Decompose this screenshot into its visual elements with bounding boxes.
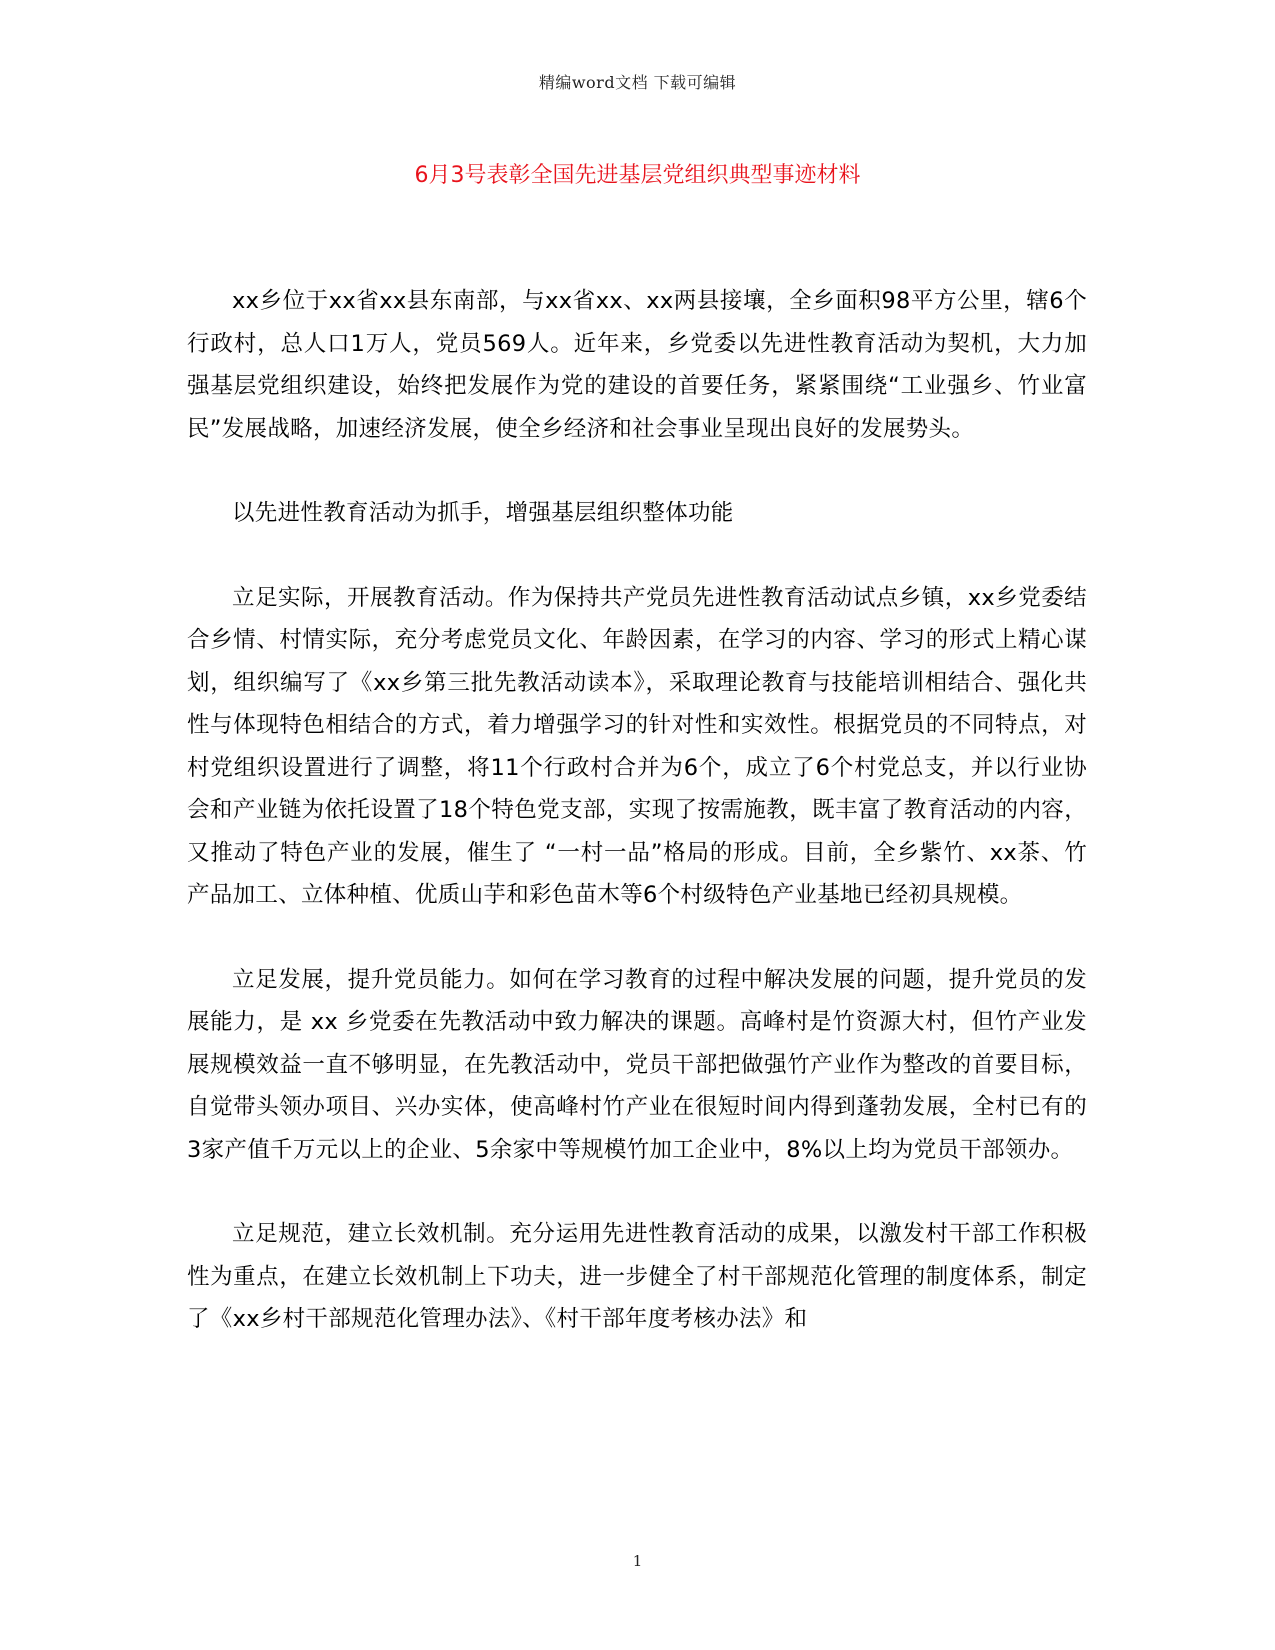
page-number: 1 (632, 1552, 643, 1570)
paragraph-development: 立足发展，提升党员能力。如何在学习教育的过程中解决发展的问题，提升党员的发展能力，是 xx 乡党委在先教活动中致力解决的课题。高峰村是竹资源大村，但竹产业发展规模效益一直不够明显，在先教活动中，党员干部把做强竹产业作为整改的首要目标，自觉带头领办项目、兴办实体，使高峰村竹产业在很短时间内得到蓬勃发展，全村已有的3家产值千万元以上的企业、5余家中等规模竹加工企业中，8%以上均为党员干部领办。 (187, 966, 1087, 1163)
document-title: 6月3号表彰全国先进基层党组织典型事迹材料 (414, 163, 861, 188)
paragraph-intro: xx乡位于xx省xx县东南部，与xx省xx、xx两县接壤，全乡面积98平方公里，辖6个行政村，总人口1万人，党员569人。近年来，乡党委以先进性教育活动为契机，大力加强基层党组织建设，始终把发展作为党的建设的首要任务，紧紧围绕“工业强乡、竹业富民”发展战略，加速经济发展，使全乡经济和社会事业呈现出良好的发展势头。 (187, 288, 1087, 442)
document-body (187, 280, 1087, 1341)
page-header: 精编word文档 下载可编辑 (538, 73, 737, 92)
section-heading: 以先进性教育活动为抓手，增强基层组织整体功能 (232, 500, 734, 526)
paragraph-mechanism: 立足规范，建立长效机制。充分运用先进性教育活动的成果，以激发村干部工作积极性为重点，在建立长效机制上下功夫，进一步健全了村干部规范化管理的制度体系，制定了《xx乡村干部规范化管理办法》、《村干部年度考核办法》和 (187, 1221, 1087, 1332)
paragraph-education: 立足实际，开展教育活动。作为保持共产党员先进性教育活动试点乡镇，xx乡党委结合乡情、村情实际，充分考虑党员文化、年龄因素，在学习的内容、学习的形式上精心谋划，组织编写了《xx乡第三批先教活动读本》，采取理论教育与技能培训相结合、强化共性与体现特色相结合的方式，着力增强学习的针对性和实效性。根据党员的不同特点，对村党组织设置进行了调整，将11个行政村合并为6个，成立了6个村党总支，并以行业协会和产业链为依托设置了18个特色党支部，实现了按需施教，既丰富了教育活动的内容，又推动了特色产业的发展，催生了 “一村一品”格局的形成。目前，全乡紫竹、xx茶、竹产品加工、立体种植、优质山芋和彩色苗木等6个村级特色产业基地已经初具规模。 (187, 584, 1087, 908)
